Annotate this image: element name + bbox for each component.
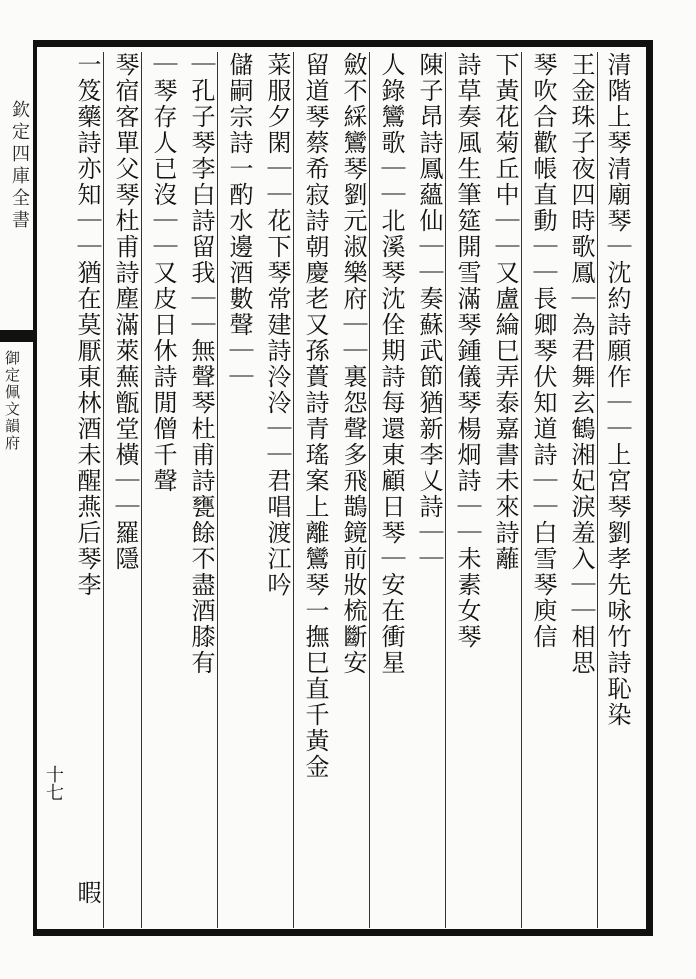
fold-margin	[0, 40, 33, 936]
page-border-left	[33, 40, 37, 936]
column-rule	[597, 52, 598, 928]
text-column: 儲嗣宗詩一酌水邊酒數聲｜｜	[225, 52, 253, 390]
text-column: ｜琴存人已沒｜｜又皮日休詩閒僧千聲	[149, 52, 177, 494]
page-border-bottom	[33, 929, 653, 936]
text-column: 一笈藥詩亦知｜｜猶在莫厭東林酒未醒燕后琴李	[73, 52, 101, 598]
text-column: 暇	[73, 880, 101, 906]
fold-book-title: 御定佩文韻府	[3, 350, 21, 452]
page-border-right	[646, 40, 653, 936]
column-rule	[103, 52, 104, 928]
column-rule	[445, 52, 446, 928]
text-column: 琴宿客單父琴杜甫詩塵滿萊蕪甑堂橫｜｜羅隱	[111, 52, 139, 572]
text-column: 王金珠子夜四時歌鳳｜為君舞玄鶴湘妃淚羞入｜｜相思	[567, 52, 595, 676]
text-column: 清階上琴清廟琴｜沈約詩願作｜｜上宮琴劉孝先咏竹詩恥染	[603, 52, 631, 728]
page-number: 十七	[43, 765, 64, 801]
column-rule	[141, 52, 142, 928]
column-rule	[293, 52, 294, 928]
page-border-top	[33, 40, 653, 47]
text-column: 詩草奏風生筆筵開雪滿琴鍾儀琴楊炯詩｜｜未素女琴	[453, 52, 481, 650]
text-column: 菜服夕閑｜｜花下琴常建詩泠泠｜｜君唱渡江吟	[263, 52, 291, 598]
text-column: 琴吹合歡帳直動｜｜長卿琴伏知道詩｜｜白雪琴庾信	[529, 52, 557, 650]
text-column: 斂不綵鸞琴劉元淑樂府｜｜裏怨聲多飛鵲鏡前妝梳斷安	[339, 52, 367, 676]
column-rule	[217, 52, 218, 928]
text-column: 下黃花菊丘中｜｜又盧綸巳弄泰嘉書未來詩蘺	[491, 52, 519, 572]
text-column: 人錄鸞歌｜｜北溪琴沈佺期詩每還東顧日琴｜安在衝星	[377, 52, 405, 676]
column-rule	[369, 52, 370, 928]
text-column: 陳子昂詩鳳蘊仙｜｜奏蘇武節猶新李乂詩｜｜	[415, 52, 443, 572]
column-rule	[521, 52, 522, 928]
text-column: ｜孔子琴李白詩留我｜｜無聲琴杜甫詩甕餘不盡酒膝有	[187, 52, 215, 676]
fold-divider	[0, 330, 33, 342]
fold-title: 欽定四庫全書	[9, 100, 30, 232]
text-column: 留道琴蔡希寂詩朝慶老又孫蕢詩青瑤案上離鸞琴一撫巳直千黃金	[301, 52, 329, 780]
